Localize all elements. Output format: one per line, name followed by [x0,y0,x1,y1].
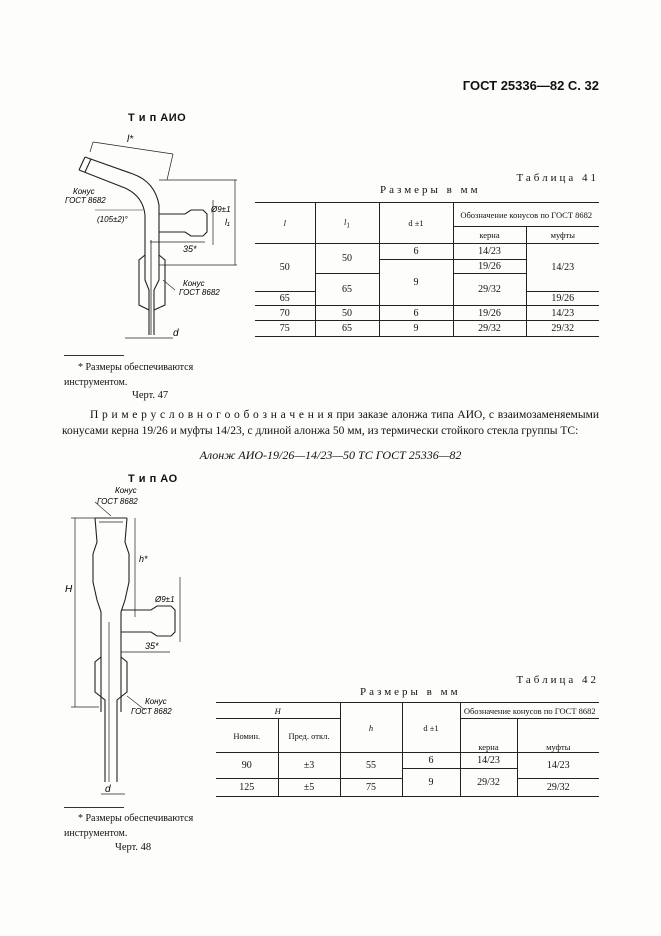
table42-title: Таблица 42 [516,674,599,686]
t42-h-group: Обозначение конусов по ГОСТ 8682 [460,703,599,719]
t41-cell: 14/23 [453,244,526,260]
fig48-H-label: H [65,584,73,595]
fig47-type-label: Т и п АИО [128,112,187,124]
fig48-caption: Черт. 48 [115,842,152,853]
fig48-footnote: * Размеры обеспечиваются инструментом. [64,813,194,839]
t41-cell: 19/26 [453,306,526,321]
fig47-dim35-label: 35* [183,244,197,254]
fig47-caption: Черт. 47 [132,390,169,401]
fig48-d-label: d [105,784,111,795]
t42-cell: 75 [340,779,402,797]
example-lead: П р и м е р у с л о в н о г о о б о з н а ч е н и я [90,409,333,421]
t41-h-d: d ±1 [379,203,453,244]
t41-cell: 9 [379,260,453,306]
example-designation: Алонж АИО-19/26—14/23—50 ТС ГОСТ 25336—82 [199,448,462,462]
t41-h-l: l [283,218,286,228]
table41 [255,202,599,337]
t41-cell: 29/32 [551,323,575,334]
t41-cell: 6 [379,306,453,321]
t41-cell: 14/23 [526,306,599,321]
t42-cell: 29/32 [546,782,570,793]
table41-title: Таблица 41 [516,172,599,184]
fig47-footnote: * Размеры обеспечиваются инструментом. [64,362,194,388]
fig47-l1-label: l₁ [225,217,230,227]
fig48-h-label: h* [139,554,148,564]
t41-cell: 9 [379,321,453,337]
table42-subtitle: Размеры в мм [360,686,461,698]
table-row [255,306,599,321]
t42-cell: 6 [402,753,460,769]
t41-cell: 29/32 [453,321,526,337]
fig47-angle-label: (105±2)° [97,215,128,224]
t41-cell: 14/23 [526,244,599,292]
fig48-gost-label: ГОСТ 8682 [97,497,138,506]
t42-cell: ±3 [278,753,340,779]
t41-h-kerna: керна [453,227,526,244]
example-paragraph [62,407,599,439]
t42-cell: 125 [216,779,278,797]
t41-cell: 19/26 [453,260,526,274]
t42-h-nom: Номин. [216,719,278,753]
t41-cell: 19/26 [526,292,599,306]
fig47-dia-label: Ø9±1 [211,205,231,214]
table-row [255,321,599,337]
fig47-konus2-label: Конус [183,279,205,288]
fig47-gost2-label: ГОСТ 8682 [179,288,220,297]
t42-h-d: d ±1 [402,703,460,753]
t41-cell: 50 [255,244,315,292]
t42-cell: ±5 [278,779,340,797]
page-header: ГОСТ 25336—82 С. 32 [462,78,599,93]
table-row [255,244,599,260]
t42-cell: 90 [216,753,278,779]
fig48-dim35-label: 35* [145,641,159,651]
fig48-footnote-rule [64,807,124,808]
fig48-konus2-label: Конус [145,697,167,706]
table42 [216,702,599,797]
t41-h-l1: l [344,216,347,227]
t41-cell: 50 [315,306,379,321]
fig48-dia-label: Ø9±1 [155,595,175,604]
table41-subtitle: Размеры в мм [380,184,481,196]
fig48-drawing [55,482,205,807]
t42-h-h: h [368,722,374,733]
t41-h-l1-sub: 1 [346,221,350,230]
t42-cell: 9 [402,769,460,797]
t42-cell: 14/23 [517,753,599,779]
t41-cell: 70 [255,306,315,321]
t42-cell: 55 [340,753,402,779]
t41-cell: 75 [255,321,315,337]
example-text: при заказе алонжа типа АИО, с взаимозаменяемыми конусами керна 19/26 и муфты 14/23, с длиной алонжа 50 мм, из термически стойкого стекла группы ТС: [62,409,599,437]
t42-cell: 29/32 [460,769,517,797]
fig48-type-label: Т и п АО [128,473,178,485]
t41-cell: 65 [315,321,379,337]
t42-cell: 14/23 [460,753,517,769]
fig47-drawing [55,130,250,350]
t41-cell: 50 [315,244,379,274]
t41-cell: 65 [255,292,315,306]
fig47-d-label: d [173,328,179,339]
t41-h-group: Обозначение конусов по ГОСТ 8682 [453,203,599,227]
table-row [216,753,599,769]
fig47-l-label: l* [127,134,134,145]
t42-h-pred: Пред. откл. [278,719,340,753]
t41-cell: 6 [379,244,453,260]
fig48-gost2-label: ГОСТ 8682 [131,707,172,716]
fig47-footnote-rule [64,355,124,356]
t42-h-mufty: муфты [517,719,599,753]
t41-cell: 65 [315,274,379,306]
t42-h-kerna: керна [460,719,517,753]
fig48-konus-label: Конус [115,486,137,495]
t41-h-mufty: муфты [526,227,599,244]
t42-h-H: H [274,705,281,716]
fig47-gost-label: ГОСТ 8682 [65,196,106,205]
fig47-konus-label: Конус [73,187,95,196]
t41-cell: 29/32 [453,274,526,306]
